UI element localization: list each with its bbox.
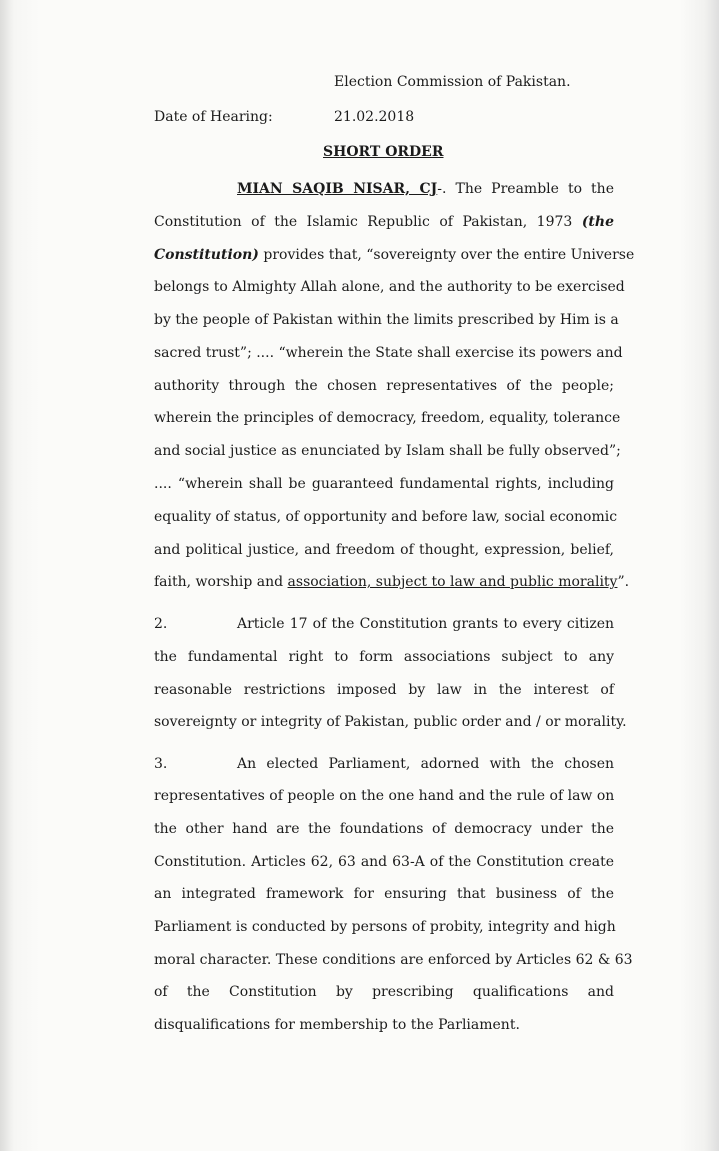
para1-line-1 <box>237 180 614 198</box>
defined-term: (the <box>581 214 614 230</box>
para2-line-3: reasonable restrictions imposed by law in the interest of <box>154 682 614 698</box>
para3-line-5: an integrated framework for ensuring that business of the <box>154 886 614 902</box>
para1-line-8: wherein the principles of democracy, freedom, equality, tolerance <box>154 410 621 426</box>
para2-number: 2. <box>154 616 168 632</box>
para1-line-5: by the people of Pakistan within the limits prescribed by Him is a <box>154 312 619 328</box>
para3-line-8: of the Constitution by prescribing qualifications and <box>154 984 614 1000</box>
para1-line-4: belongs to Almighty Allah alone, and the authority to be exercised <box>154 279 625 295</box>
text-run: ”. <box>617 574 630 590</box>
text-run: Constitution of the Islamic Republic of Pakistan, 1973 <box>154 214 573 230</box>
para1-line-7: authority through the chosen representatives of the people; <box>154 378 614 394</box>
para1-line-13 <box>154 573 630 591</box>
para1-line-10: .... “wherein shall be guaranteed fundamental rights, including <box>154 476 614 492</box>
para1-line-6: sacred trust”; .... “wherein the State shall exercise its powers and <box>154 345 623 361</box>
para2-line-2: the fundamental right to form associations subject to any <box>154 649 614 665</box>
para3-number: 3. <box>154 756 168 772</box>
text-run: faith, worship and <box>154 574 284 590</box>
author-suffix: -. The Preamble to the <box>437 181 614 197</box>
para1-line-9: and social justice as enunciated by Islam shall be fully observed”; <box>154 443 621 459</box>
defined-term: Constitution) <box>154 247 259 263</box>
order-title: SHORT ORDER <box>323 144 444 160</box>
para1-line-12: and political justice, and freedom of thought, expression, belief, <box>154 542 614 558</box>
para3-line-2: representatives of people on the one hand and the rule of law on <box>154 788 615 804</box>
text-run: provides that, “sovereignty over the entire Universe <box>263 247 635 263</box>
underlined-text: association, subject to law and public morality <box>287 574 618 590</box>
author-name: MIAN SAQIB NISAR, CJ <box>237 181 438 197</box>
para2-line-1: Article 17 of the Constitution grants to every citizen <box>237 616 614 632</box>
para1-line-3 <box>154 246 635 264</box>
date-value: 21.02.2018 <box>334 109 415 125</box>
para3-line-9: disqualifications for membership to the Parliament. <box>154 1017 520 1033</box>
para3-line-3: the other hand are the foundations of democracy under the <box>154 821 614 837</box>
court-name: Election Commission of Pakistan. <box>334 74 571 90</box>
para3-line-6: Parliament is conducted by persons of probity, integrity and high <box>154 919 616 935</box>
para1-line-2 <box>154 213 614 231</box>
para2-line-4: sovereignty or integrity of Pakistan, public order and / or morality. <box>154 714 627 730</box>
date-label: Date of Hearing: <box>154 109 273 125</box>
para3-line-4: Constitution. Articles 62, 63 and 63-A of the Constitution create <box>154 854 614 870</box>
para3-line-1: An elected Parliament, adorned with the chosen <box>237 756 614 772</box>
para3-line-7: moral character. These conditions are enforced by Articles 62 & 63 <box>154 952 633 968</box>
para1-line-11: equality of status, of opportunity and before law, social economic <box>154 509 618 525</box>
